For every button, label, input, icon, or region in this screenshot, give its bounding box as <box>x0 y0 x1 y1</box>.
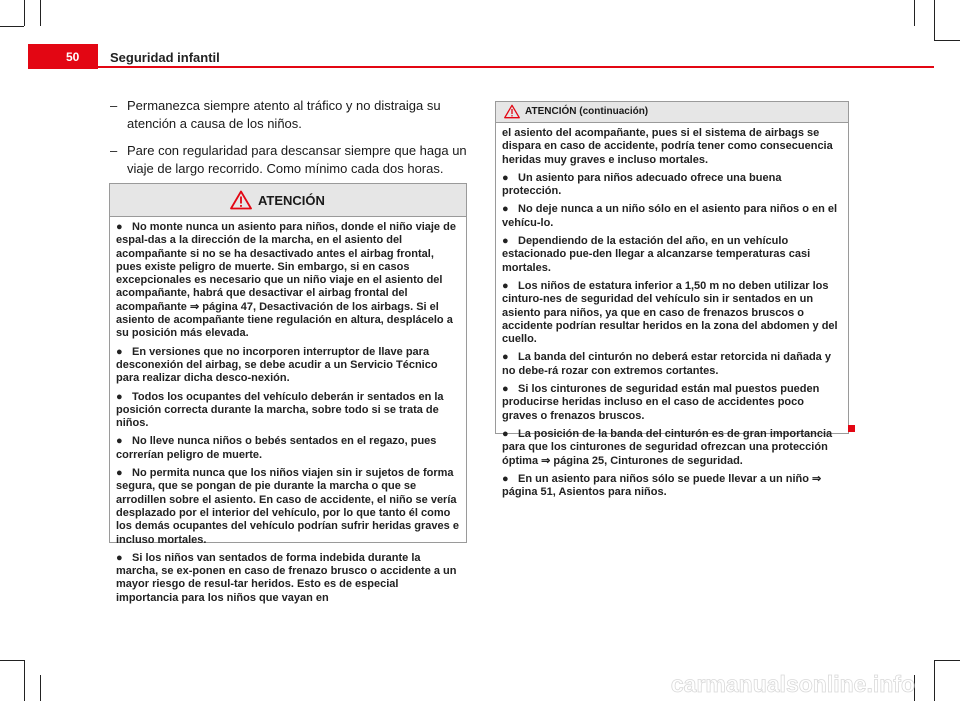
warning-paragraph <box>502 473 842 500</box>
warning-box-continued <box>495 101 849 499</box>
paragraph-text: En versiones que no incorporen interruptor de llave para desconexión del airbag, se debe acudir a un Servicio Técnico para realizar dicha desco-nexión. <box>116 345 438 385</box>
paragraph-text: el asiento del acompañante, pues si el sistema de airbags se dispara en caso de accidente, podría tener como consecuencia heridas muy graves e incluso mortales. <box>502 127 833 166</box>
paragraph-text: Si los cinturones de seguridad están mal puestos pueden producirse heridas incluso en el caso de accidentes poco graves o frenazos bruscos. <box>502 383 820 422</box>
paragraph-text: No monte nunca un asiento para niños, donde el niño viaje de espal-das a la dirección de la marcha, en el asiento del acompañante si no se ha desactivado antes el airbag frontal, pues existe peligro de muerte. Sin embargo, si en casos excepcionales es necesario que un niño viaje en el asiento del acompañante, habrá que desactivar el airbag frontal del acompañante ⇒ página 47, Desactivación de los airbags. Si el asiento de acompañante tiene regulación en altura, desplácelo a su posición más elevada. <box>116 221 456 340</box>
paragraph-text: La banda del cinturón no deberá estar retorcida ni dañada y no debe-rá rozar con extremos cortantes. <box>502 351 831 377</box>
warning-paragraph <box>116 391 460 431</box>
paragraph-text: No lleve nunca niños o bebés sentados en el regazo, pues correrían peligro de muerte. <box>116 435 437 461</box>
header-rule <box>98 66 934 68</box>
page-number: 50 <box>66 50 80 64</box>
end-square-icon <box>848 425 855 432</box>
list-item-text: Pare con regularidad para descansar siempre que haga un viaje de largo recorrido. Como mínimo cada dos horas. <box>127 143 467 176</box>
crop-mark <box>934 40 960 41</box>
bullet-marker: ● <box>502 383 509 396</box>
bullet-marker: ● <box>116 390 123 403</box>
crop-mark <box>0 660 24 661</box>
bullet-marker: ● <box>502 279 509 292</box>
list-item-text: Permanezca siempre atento al tráfico y no distraiga su atención a causa de los niños. <box>127 98 441 131</box>
bullet-marker: ● <box>502 203 509 216</box>
paragraph-text: Todos los ocupantes del vehículo deberán ir sentados en la posición correcta durante la marcha, sobre todo si se trata de niños. <box>116 390 444 430</box>
bullet-marker: ● <box>502 351 509 364</box>
bullet-marker: ● <box>502 427 509 440</box>
warning-paragraph <box>502 203 842 230</box>
crop-mark <box>0 26 24 27</box>
warning-paragraph <box>502 428 842 468</box>
crop-mark <box>24 0 25 26</box>
crop-mark <box>40 675 41 701</box>
list-item <box>110 142 470 178</box>
page-number-box <box>28 44 98 69</box>
bullet-marker: ● <box>502 472 509 485</box>
instruction-list <box>110 97 470 187</box>
dash-marker: – <box>110 98 118 113</box>
warning-paragraph <box>502 351 842 378</box>
paragraph-text: No permita nunca que los niños viajen sin ir sujetos de forma segura, que se pongan de pie durante la marcha o que se arrodillen sobre el asiento. En caso de accidente, el niño se vería desplazado por el interior del vehículo, por lo que tanto él como los demás ocupantes del vehículo podrían sufrir heridas graves e incluso mortales. <box>116 467 459 546</box>
paragraph-text: Si los niños van sentados de forma indebida durante la marcha, se ex-ponen en caso de frenazo brusco o accidente a un mayor riesgo de resul-tar heridos. Esto es de especial importancia para los niños que vayan en <box>116 551 457 604</box>
warning-paragraph <box>502 172 842 199</box>
warning-paragraph <box>502 127 842 167</box>
page-title: Seguridad infantil <box>110 50 220 65</box>
watermark-text: carmanualsonline.info <box>670 671 915 697</box>
paragraph-text: Dependiendo de la estación del año, en un vehículo estacionado pue-den llegar a alcanzarse temperaturas casi mortales. <box>502 235 811 274</box>
bullet-marker: ● <box>116 345 123 358</box>
crop-mark <box>934 0 935 40</box>
warning-paragraph <box>116 467 460 547</box>
crop-mark <box>914 0 915 26</box>
paragraph-text: No deje nunca a un niño sólo en el asiento para niños o en el vehícu-lo. <box>502 203 838 229</box>
crop-mark <box>40 0 41 26</box>
warning-body <box>110 217 466 605</box>
warning-title: ATENCIÓN (continuación) <box>525 106 649 117</box>
warning-paragraph <box>116 346 460 386</box>
warning-paragraph <box>116 221 460 341</box>
paragraph-text: Un asiento para niños adecuado ofrece una buena protección. <box>502 171 782 198</box>
warning-box <box>109 183 467 604</box>
watermark <box>580 668 920 698</box>
page-header <box>28 44 934 69</box>
paragraph-text: En un asiento para niños sólo se puede llevar a un niño ⇒ página 51, Asientos para niños. <box>502 472 822 499</box>
crop-mark <box>934 660 935 701</box>
warning-paragraph <box>502 280 842 346</box>
bullet-marker: ● <box>116 221 123 233</box>
dash-marker: – <box>110 143 118 158</box>
bullet-marker: ● <box>502 235 509 248</box>
warning-paragraph <box>116 435 460 462</box>
warning-header <box>496 102 848 123</box>
warning-triangle-icon <box>504 104 520 119</box>
warning-paragraph <box>502 383 842 423</box>
warning-paragraph <box>502 235 842 275</box>
list-item <box>110 97 470 133</box>
bullet-marker: ● <box>116 551 123 564</box>
crop-mark <box>24 660 25 701</box>
bullet-marker: ● <box>502 171 509 184</box>
bullet-marker: ● <box>116 435 123 448</box>
crop-mark <box>934 660 960 661</box>
warning-title: ATENCIÓN <box>258 193 325 208</box>
bullet-marker: ● <box>116 467 123 480</box>
paragraph-text: Los niños de estatura inferior a 1,50 m no deben utilizar los cinturo-nes de seguridad del vehículo sin ir sentados en un asiento para niños, ya que en caso de frenazos bruscos o accidente podrían resultar heridos en la zona del abdomen y del cuello. <box>502 279 838 346</box>
warning-triangle-icon <box>230 190 252 210</box>
warning-body <box>496 123 848 499</box>
paragraph-text: La posición de la banda del cinturón es de gran importancia para que los cinturones de seguridad ofrezcan una protección óptima ⇒ página 25, Cinturones de seguridad. <box>502 427 833 467</box>
warning-paragraph <box>116 552 460 605</box>
warning-header <box>110 184 466 217</box>
